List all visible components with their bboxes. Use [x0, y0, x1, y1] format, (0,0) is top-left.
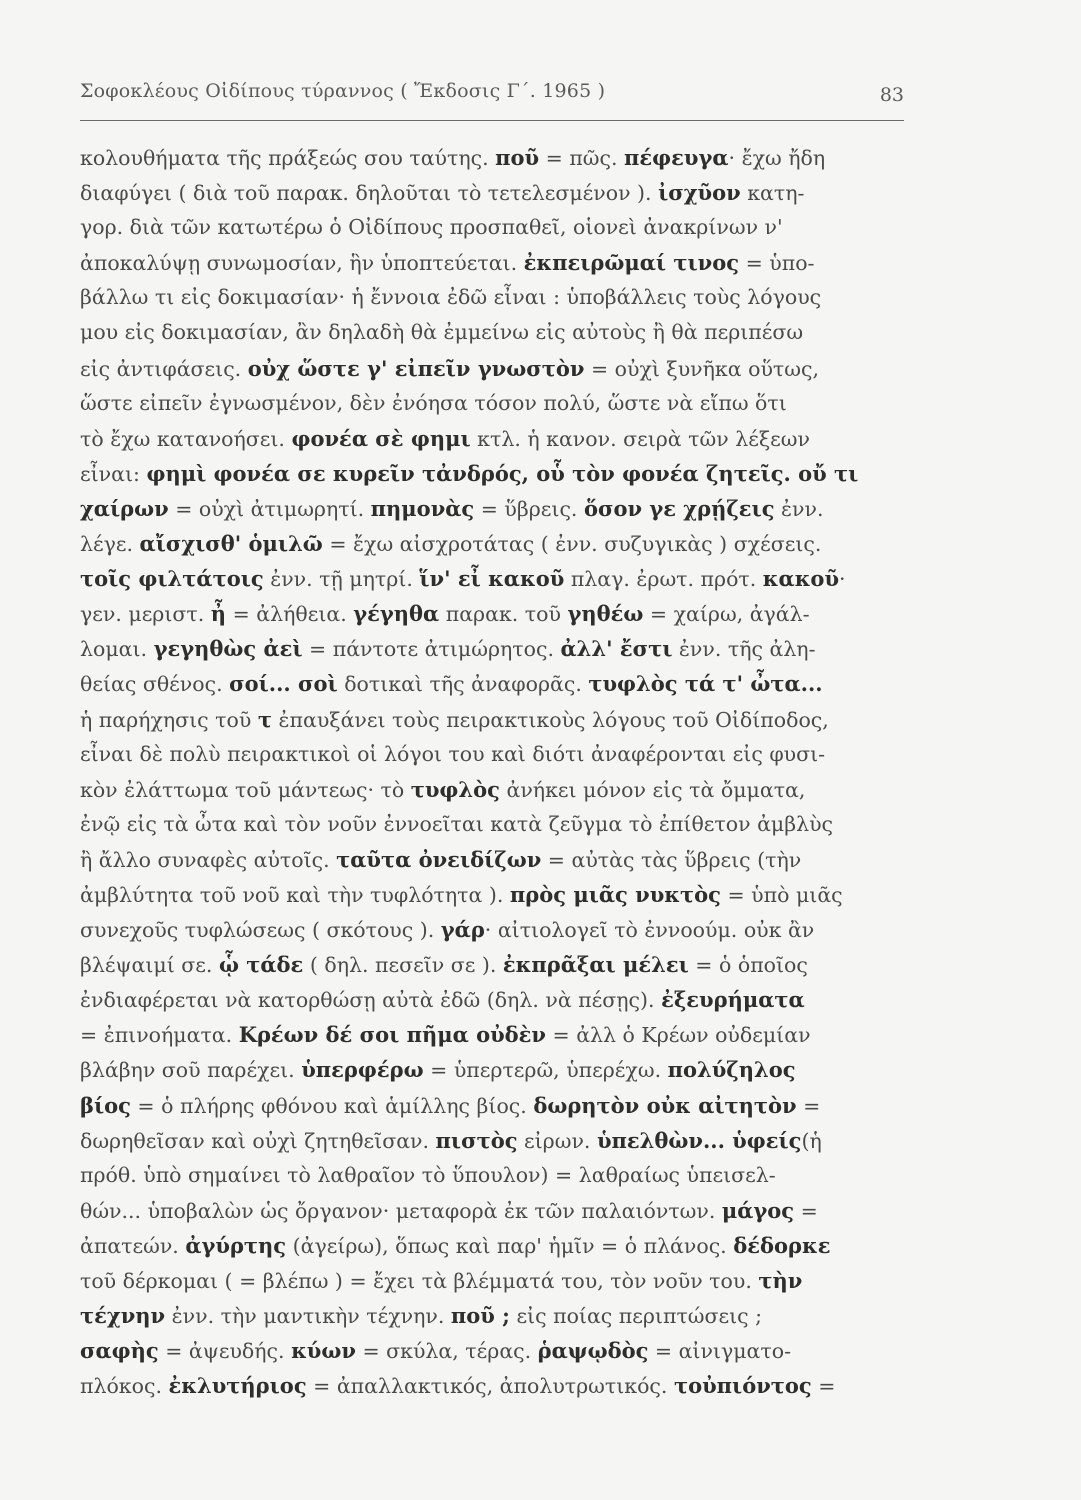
gloss-text: βλάβην σοῦ παρέχει. [80, 1058, 302, 1083]
lemma-term: ποῦ ; [450, 1303, 510, 1329]
text-line [80, 1052, 913, 1087]
text-line [80, 210, 913, 245]
gloss-text: δωρηθεῖσαν καὶ οὐχὶ ζητηθεῖσαν. [80, 1128, 436, 1153]
lemma-term: ὑπερφέρω [301, 1057, 424, 1083]
gloss-text: = ὑπο- [739, 251, 815, 276]
gloss-text: συνεχοῦς τυφλώσεως ( σκότους ). [80, 918, 441, 943]
text-line [80, 631, 913, 666]
gloss-text: = σκύλα, τέρας. [355, 1339, 538, 1364]
lemma-term: ἵν' εἶ κακοῦ [419, 566, 565, 592]
gloss-text: ἐνν. τὴν μαντικὴν τέχνην. [165, 1304, 451, 1329]
gloss-text: βλέψαιμί σε. [80, 953, 219, 978]
gloss-text: = ὑπερτερῶ, ὑπερέχω. [423, 1058, 668, 1083]
lemma-term: τυφλὸς τά τ' ὦτα... [588, 671, 823, 697]
gloss-text: = ὕβρεις. [474, 496, 584, 521]
gloss-text: ἀμβλύτητα τοῦ νοῦ καὶ τὴν τυφλότητα ). [80, 882, 510, 907]
lemma-term: βίος [80, 1092, 131, 1118]
text-line [80, 1263, 913, 1298]
gloss-text: εἰρων. [517, 1128, 597, 1153]
gloss-text: γορ. διὰ τῶν κατωτέρω ὁ Οἰδίπους προσπαθεῖ, οἱονεὶ ἀνακρίνων ν' [80, 215, 783, 240]
gloss-text: = [811, 1374, 836, 1399]
gloss-text: ἢ ἄλλο συναφὲς αὐτοῖς. [80, 847, 337, 872]
lemma-term: ἀγύρτης [185, 1232, 287, 1258]
lemma-term: γάρ [440, 917, 485, 943]
gloss-text: εἰς ἀντιφάσεις. [80, 356, 248, 381]
text-line [80, 1123, 913, 1158]
gloss-text: πλαγ. ἐρωτ. πρότ. [564, 567, 763, 592]
lemma-term: ἦ [210, 601, 227, 627]
gloss-text: ἐνδιαφέρεται νὰ κατορθώσῃ αὐτὰ ἐδῶ (δηλ. νὰ πέσῃς). [80, 988, 662, 1013]
gloss-text: ἐπαυξάνει τοὺς πειρακτικοὺς λόγους τοῦ Οἰδίποδος, [271, 707, 829, 732]
lemma-term: χαίρων [80, 495, 169, 521]
gloss-text: διαφύγει ( διὰ τοῦ παρακ. δηλοῦται τὸ τετελεσμένον ). [80, 181, 659, 206]
lemma-term: ἰσχῦον [658, 180, 741, 206]
text-line [80, 1298, 913, 1333]
lemma-term: τ [257, 706, 272, 732]
gloss-text: · ἔχω ἤδη [728, 146, 826, 170]
gloss-text: = ὁ πλήρης φθόνου καὶ ἁμίλλης βίος. [130, 1093, 534, 1118]
gloss-text: ( δηλ. πεσεῖν σε ). [303, 953, 503, 978]
lemma-term: ἐξευρήματα [661, 987, 805, 1013]
text-line [80, 280, 913, 315]
gloss-text: ἡ παρήχησις τοῦ [80, 707, 258, 732]
lemma-term: πρὸς μιᾶς νυκτὸς [509, 881, 721, 907]
gloss-text: κατη- [740, 181, 805, 206]
gloss-text: = [796, 1093, 821, 1118]
lemma-term: τυφλὸς [410, 776, 500, 802]
text-line [80, 702, 913, 737]
gloss-text: ἐνν. [774, 496, 824, 521]
text-line [80, 1228, 913, 1263]
text-line [80, 456, 913, 491]
gloss-text: = οὐχὶ ξυνῆκα οὕτως, [584, 356, 819, 381]
header-rule [80, 120, 904, 121]
lemma-term: ἐκπρᾶξαι μέλει [502, 952, 689, 978]
text-line [80, 491, 913, 526]
gloss-text: κὸν ἐλάττωμα τοῦ μάντεως· τὸ [80, 777, 411, 802]
gloss-text: = πῶς. [539, 146, 625, 170]
text-line [80, 842, 913, 877]
text-line [80, 386, 913, 421]
gloss-text: = ἐπινοήματα. [80, 1023, 239, 1048]
gloss-text: θείας σθένος. [80, 672, 230, 697]
lemma-term: αἴσχισθ' ὁμιλῶ [139, 531, 323, 557]
gloss-text: = ἀλήθεια. [226, 602, 354, 627]
lemma-term: γέγηθα [353, 601, 440, 627]
gloss-text: (ἡ [801, 1128, 822, 1153]
lemma-term: τέχνην [80, 1303, 166, 1329]
gloss-text: δοτικαὶ τῆς ἀναφορᾶς. [337, 672, 589, 697]
text-line [80, 947, 913, 982]
gloss-text: πλόκος. [80, 1374, 169, 1399]
gloss-text: λέγε. [80, 532, 140, 557]
gloss-text: κολουθήματα τῆς πράξεώς σου ταύτης. [80, 146, 496, 170]
gloss-text: ἀποκαλύψῃ συνωμοσίαν, ἣν ὑποπτεύεται. [80, 251, 524, 276]
gloss-text: = ἔχω αἰσχροτάτας ( ἐνν. συζυγικὰς ) σχέσεις. [322, 532, 822, 557]
text-line [80, 807, 913, 842]
lemma-term: ἐκπειρῶμαί τινος [523, 250, 740, 276]
text-line [80, 982, 913, 1017]
gloss-text: εἶναι: [80, 461, 147, 486]
gloss-text: παρακ. τοῦ [439, 602, 568, 627]
text-line [80, 421, 913, 456]
gloss-text: = χαίρω, ἀγάλ- [643, 602, 810, 627]
lemma-term: τοῖς φιλτάτοις [80, 566, 264, 592]
lemma-term: οὐχ ὥστε γ' εἰπεῖν γνωστὸν [247, 355, 585, 381]
gloss-text: = ἀλλ ὁ Κρέων οὐδεμίαν [546, 1023, 811, 1048]
text-line [80, 1017, 913, 1052]
text-line [80, 315, 913, 350]
gloss-text: βάλλω τι εἰς δοκιμασίαν· ἡ ἔννοια ἐδῶ εἶναι : ὑποβάλλεις τοὺς λόγους [80, 285, 822, 310]
lemma-term: κακοῦ [762, 566, 840, 592]
gloss-text: = αὐτὰς τὰς ὕβρεις (τὴν [541, 847, 802, 872]
lemma-term: Κρέων δέ σοι πῆμα οὐδὲν [238, 1022, 546, 1048]
gloss-text: ἐνν. τῆς ἀλη- [672, 637, 816, 662]
lemma-term: ποῦ [495, 145, 540, 170]
gloss-text: = ἀπαλλακτικός, ἀπολυτρωτικός. [306, 1374, 674, 1399]
lemma-term: ὑπελθὼν... ὑφείς [596, 1127, 802, 1153]
gloss-text: μου εἰς δοκιμασίαν, ἂν δηλαδὴ θὰ ἐμμείνω εἰς αὐτοὺς ἢ θὰ περιπέσω [80, 320, 804, 345]
lemma-term: ἐκλυτήριος [168, 1373, 307, 1399]
text-line [80, 245, 913, 280]
gloss-text: = ἀψευδής. [158, 1339, 292, 1364]
gloss-text: τὸ ἔχω κατανοήσει. [80, 426, 292, 451]
gloss-text: = οὐχὶ ἀτιμωρητί. [168, 496, 371, 521]
gloss-text: κτλ. ἡ κανον. σειρὰ τῶν λέξεων [470, 426, 810, 451]
page-header [80, 80, 904, 120]
lemma-term: σοί... σοὶ [229, 671, 338, 697]
lemma-term: ᾧ τάδε [218, 952, 304, 978]
lemma-term: μάγος [721, 1197, 795, 1223]
text-line [80, 561, 913, 596]
text-line [80, 737, 913, 772]
text-line [80, 912, 913, 947]
text-line [80, 877, 913, 912]
text-line [80, 351, 913, 386]
gloss-text: ὥστε εἰπεῖν ἐγνωσμένον, δὲν ἐνόησα τόσον πολύ, ὥστε νὰ εἴπω ὅτι [80, 390, 787, 415]
gloss-text: (ἀγείρω), ὅπως καὶ παρ' ἡμῖν = ὁ πλάνος. [286, 1233, 734, 1258]
gloss-text: = ὑπὸ μιᾶς [720, 882, 843, 907]
lemma-term: ἀλλ' ἔστι [560, 636, 673, 662]
lemma-term: δωρητὸν οὐκ αἰτητὸν [533, 1092, 797, 1118]
lemma-term: κύων [291, 1338, 356, 1364]
gloss-text: ἀνήκει μόνον εἰς τὰ ὄμματα, [499, 777, 806, 802]
gloss-text: = [794, 1198, 818, 1223]
lemma-term: τοὐπιόντος [673, 1373, 812, 1399]
text-line [80, 175, 913, 210]
lemma-term: φονέα σὲ φημι [291, 425, 471, 451]
text-line [80, 596, 913, 631]
lemma-term: δέδορκε [733, 1232, 831, 1258]
text-line [80, 1193, 913, 1228]
lemma-term: γηθέω [567, 601, 644, 627]
text-line [80, 526, 913, 561]
commentary-text [80, 140, 913, 1403]
text-line [80, 1333, 913, 1368]
gloss-text: πρόθ. ὑπὸ σημαίνει τὸ λαθραῖον τὸ ὕπουλον) = λαθραίως ὑπεισελ- [80, 1162, 776, 1187]
gloss-text: = πάντοτε ἀτιμώρητος. [302, 637, 561, 662]
gloss-text: = αἰνιγματο- [648, 1339, 791, 1364]
page-number: 83 [879, 84, 904, 106]
gloss-text: γεν. μεριστ. [80, 602, 211, 627]
lemma-term: πέφευγα [624, 145, 729, 170]
lemma-term: πολύζηλος [667, 1057, 796, 1083]
gloss-text: τοῦ δέρκομαι ( = βλέπω ) = ἔχει τὰ βλέμματά του, τὸν νοῦν του. [80, 1269, 759, 1293]
lemma-term: πιστὸς [435, 1127, 518, 1153]
gloss-text: λομαι. [80, 637, 154, 662]
gloss-text: · αἰτιολογεῖ τὸ ἐννοούμ. οὐκ ἂν [484, 918, 815, 943]
gloss-text: εἰς ποίας περιπτώσεις ; [509, 1304, 763, 1329]
running-title: Σοφοκλέους Οἰδίπους τύραννος ( Ἔκδοσις Γ΄. 1965 ) [80, 80, 606, 102]
text-line [80, 1088, 913, 1123]
text-line [80, 1368, 913, 1403]
text-line [80, 140, 913, 175]
gloss-text: ἐνῷ εἰς τὰ ὦτα καὶ τὸν νοῦν ἐννοεῖται κατὰ ζεῦγμα τὸ ἐπίθετον ἀμβλὺς [80, 811, 834, 836]
text-line [80, 1158, 913, 1193]
gloss-text: ἐνν. τῇ μητρί. [263, 567, 420, 592]
gloss-text: θών... ὑποβαλὼν ὡς ὄργανον· μεταφορὰ ἐκ τῶν παλαιόντων. [80, 1198, 722, 1223]
text-line [80, 772, 913, 807]
lemma-term: ῥαψῳδὸς [537, 1338, 649, 1364]
gloss-text: = ὁ ὁποῖος [688, 953, 808, 978]
text-line [80, 666, 913, 701]
gloss-text: · [839, 567, 846, 592]
lemma-term: πημονὰς [370, 495, 475, 521]
lemma-term: ὅσον γε χρῄζεις [583, 495, 775, 521]
lemma-term: τὴν [758, 1268, 803, 1293]
lemma-term: σαφὴς [80, 1338, 159, 1364]
gloss-text: εἶναι δὲ πολὺ πειρακτικοὶ οἱ λόγοι του καὶ διότι ἀναφέρονται εἰς φυσι- [80, 741, 826, 766]
lemma-term: γεγηθὼς ἀεὶ [153, 636, 303, 662]
lemma-term: ταῦτα ὀνειδίζων [336, 846, 542, 872]
gloss-text: ἀπατεών. [80, 1233, 186, 1258]
lemma-term: φημὶ φονέα σε κυρεῖν τἀνδρός, οὗ τὸν φονέα ζητεῖς. οὔ τι [146, 460, 859, 486]
